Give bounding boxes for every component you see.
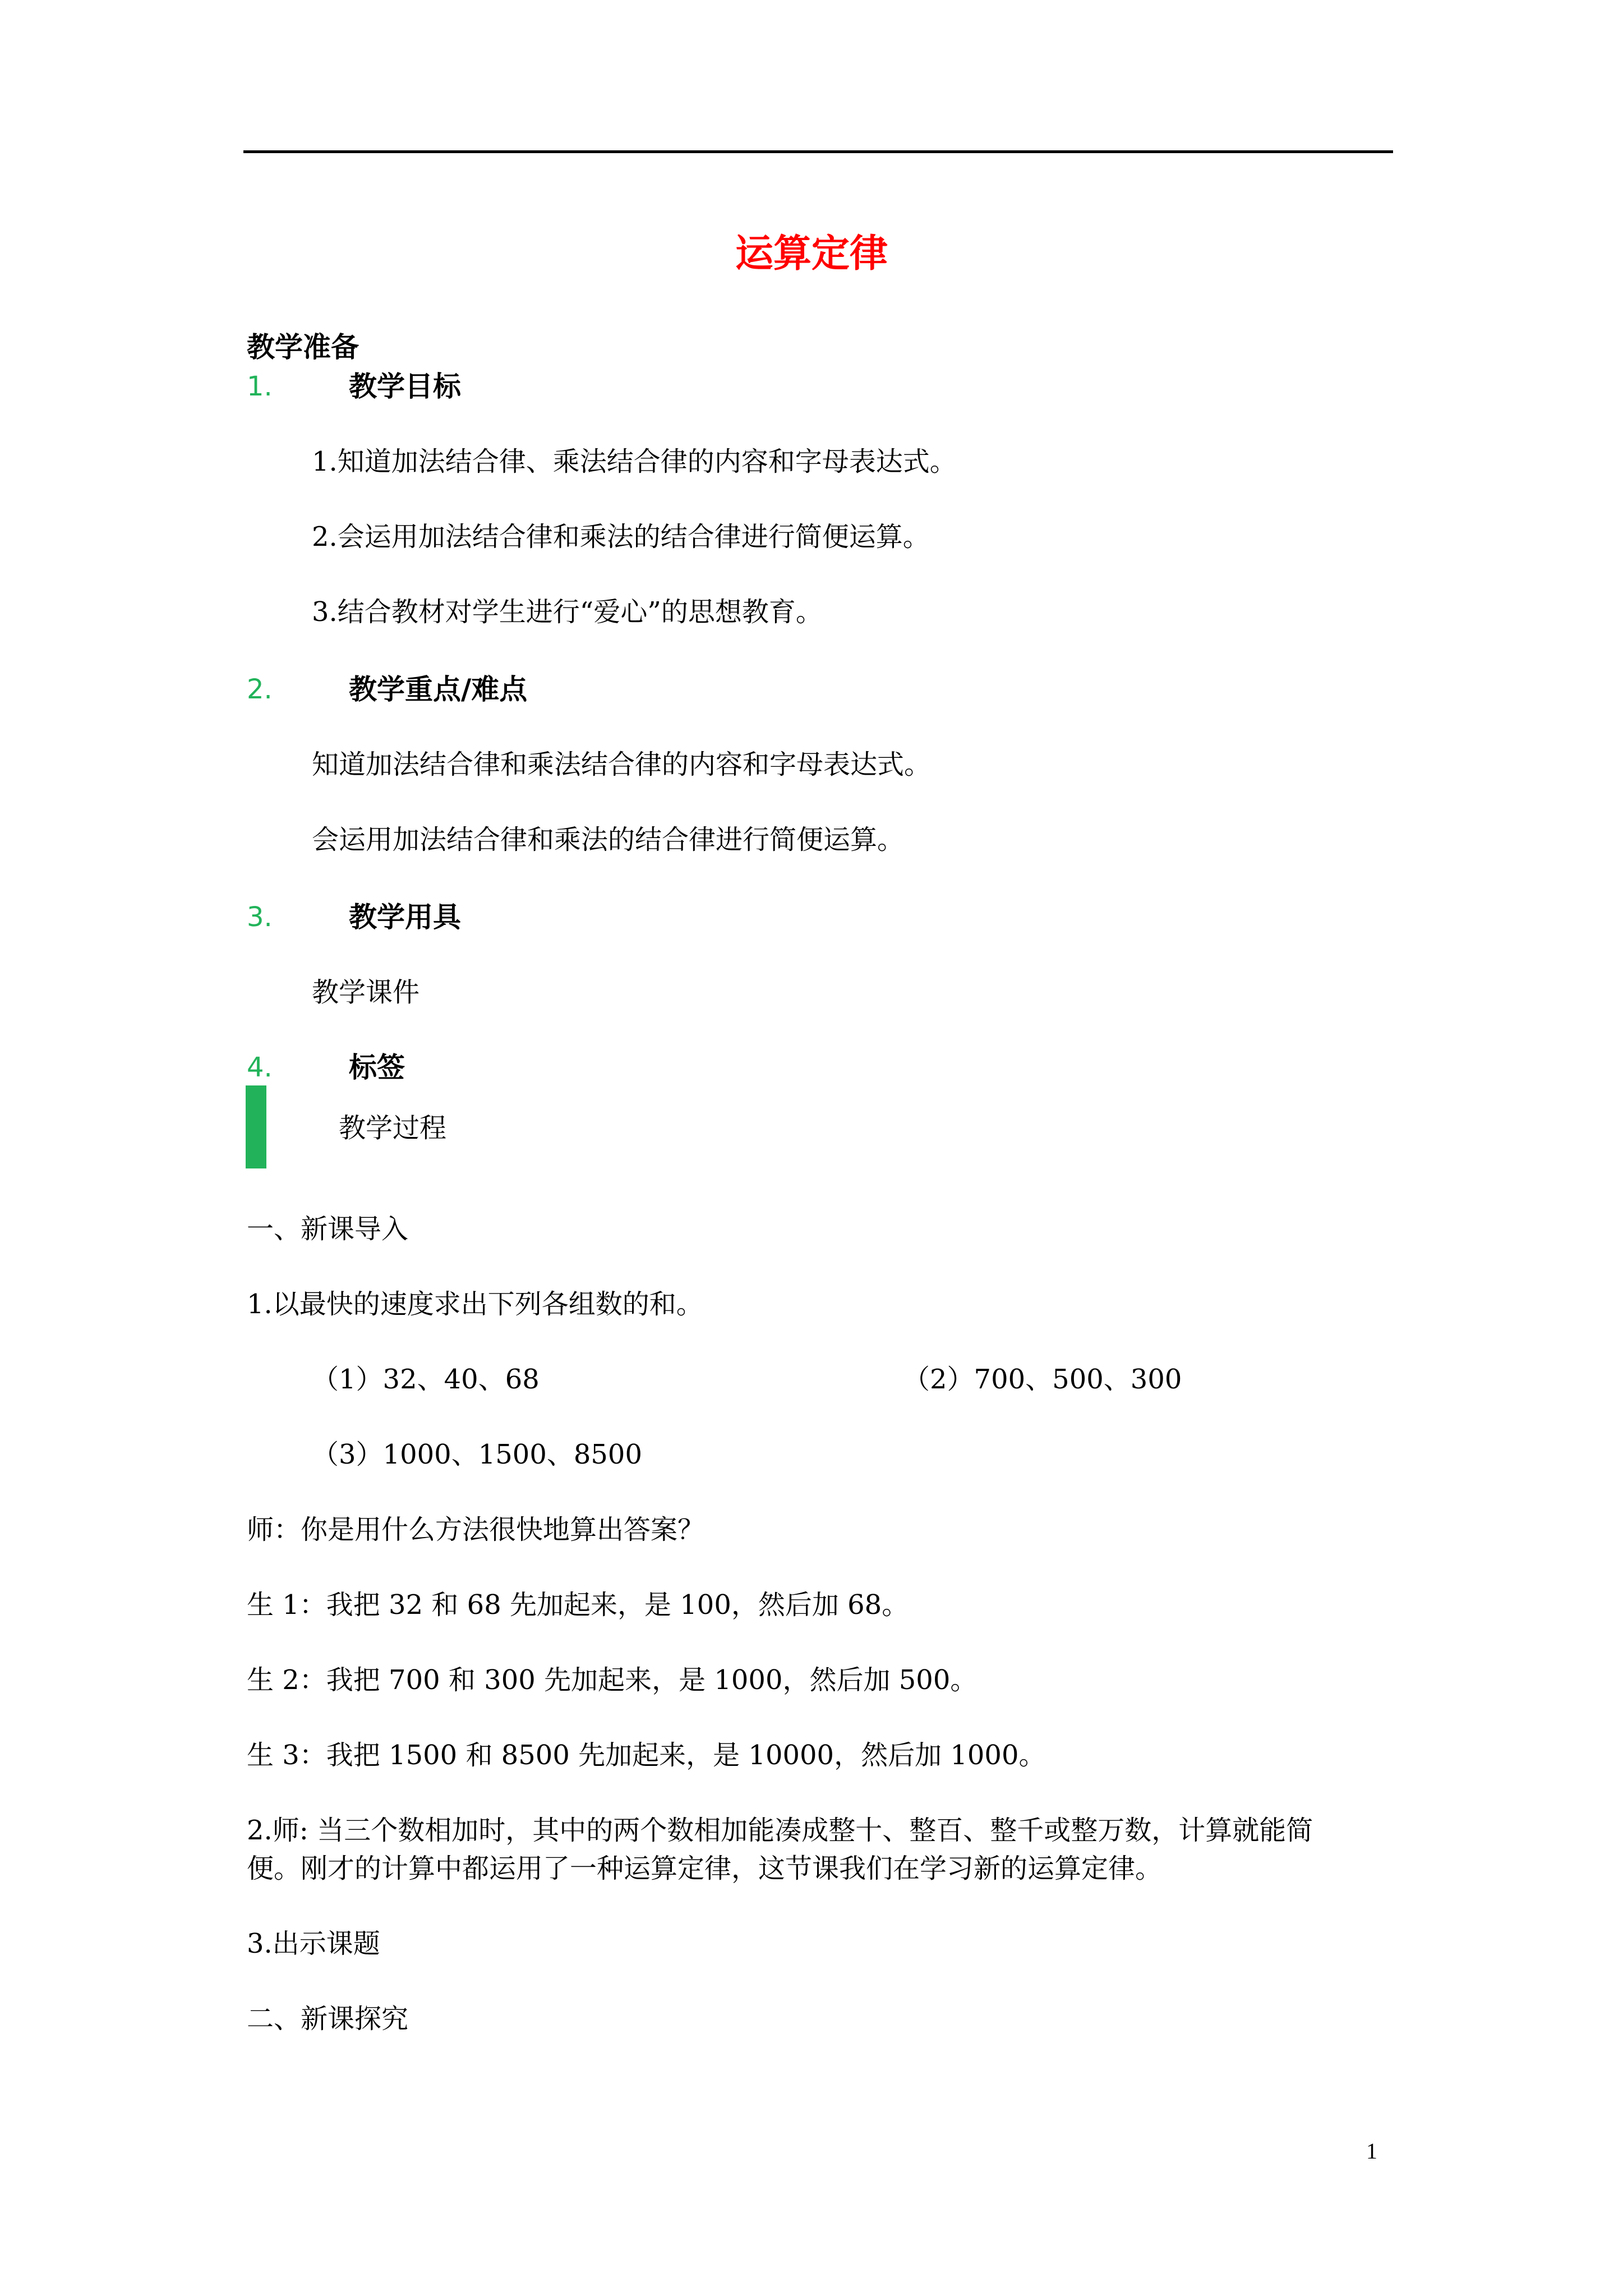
student-answer: 生 1：我把 32 和 68 先加起来，是 100，然后加 68。 <box>247 1589 909 1621</box>
part-heading: 二、新课探究 <box>247 2003 409 2035</box>
objective-line: 2.会运用加法结合律和乘法的结合律进行简便运算。 <box>312 521 930 553</box>
show-topic-line: 3.出示课题 <box>247 1928 380 1959</box>
teacher-statement: 2.师: 当三个数相加时，其中的两个数相加能凑成整十、整百、整千或整万数，计算就能简 <box>247 1815 1313 1846</box>
section-number: 2. <box>247 674 273 705</box>
teacher-statement: 便。刚才的计算中都运用了一种运算定律，这节课我们在学习新的运算定律。 <box>247 1853 1163 1884</box>
section-number: 3. <box>247 901 273 933</box>
teacher-question: 师：你是用什么方法很快地算出答案？ <box>247 1514 705 1545</box>
number-group: （3）1000、1500、8500 <box>312 1439 643 1470</box>
question-line: 1.以最快的速度求出下列各组数的和。 <box>247 1289 703 1320</box>
objective-line: 1.知道加法结合律、乘法结合律的内容和字母表达式。 <box>312 446 957 477</box>
process-marker-bar <box>246 1085 266 1168</box>
section-heading: 教学目标 <box>349 370 461 403</box>
process-label: 教学过程 <box>339 1112 447 1144</box>
part-heading: 一、新课导入 <box>247 1213 409 1245</box>
header-rule <box>243 150 1393 153</box>
section-heading: 教学重点/难点 <box>349 673 528 706</box>
section-heading: 教学用具 <box>349 901 461 933</box>
section-number: 4. <box>247 1052 273 1083</box>
number-group: （1）32、40、68 <box>312 1364 540 1395</box>
section-heading: 标签 <box>349 1051 405 1084</box>
section-number: 1. <box>247 371 273 402</box>
student-answer: 生 3：我把 1500 和 8500 先加起来，是 10000，然后加 1000。 <box>247 1740 1046 1771</box>
key-point-line: 会运用加法结合律和乘法的结合律进行简便运算。 <box>312 824 905 855</box>
key-point-line: 知道加法结合律和乘法结合律的内容和字母表达式。 <box>312 749 932 780</box>
tools-line: 教学课件 <box>312 977 420 1008</box>
page-number: 1 <box>1366 2138 1377 2164</box>
objective-line: 3.结合教材对学生进行“爱心”的思想教育。 <box>312 596 823 628</box>
student-answer: 生 2：我把 700 和 300 先加起来，是 1000，然后加 500。 <box>247 1664 978 1696</box>
prep-heading: 教学准备 <box>247 331 359 364</box>
document-title: 运算定律 <box>735 232 888 276</box>
number-group: （2）700、500、300 <box>903 1364 1182 1395</box>
